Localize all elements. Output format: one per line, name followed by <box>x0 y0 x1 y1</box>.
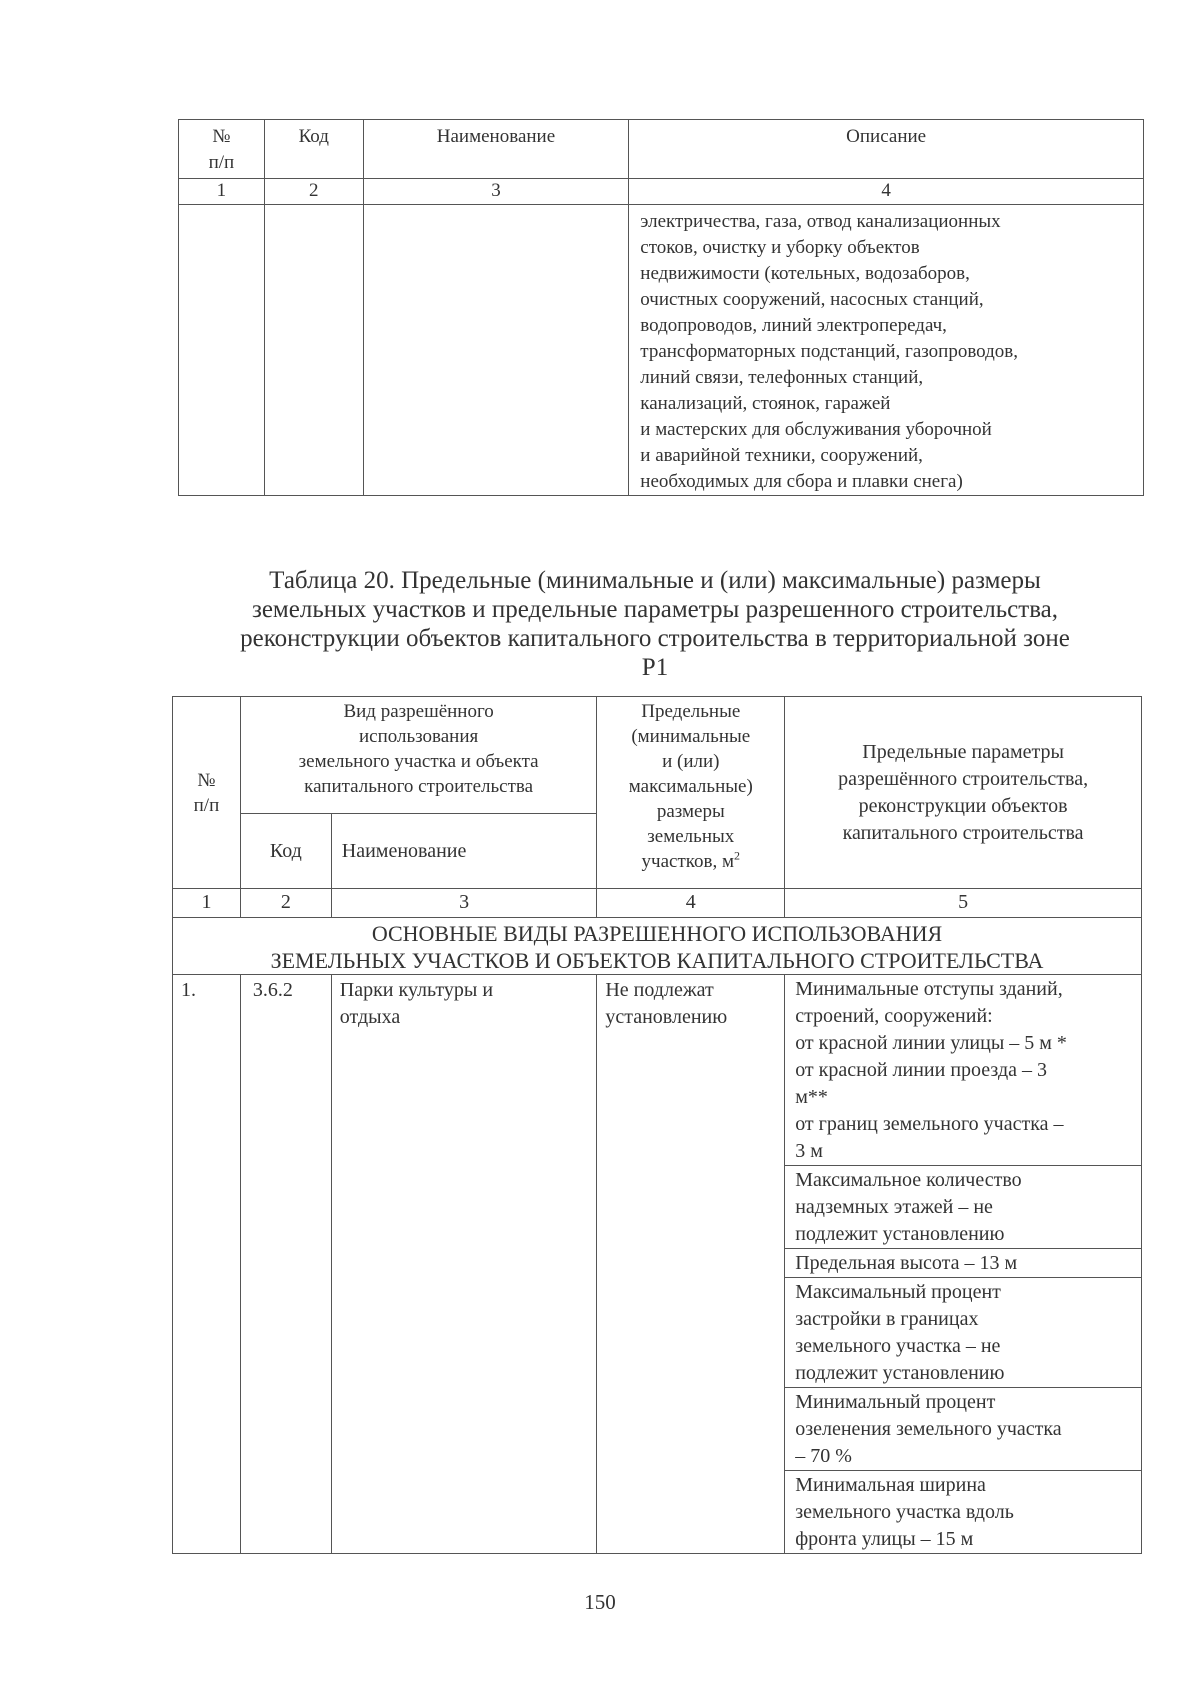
header-plot-sizes-text: Предельные (минимальные и (или) максимальные) размеры земельных участков, м <box>628 701 753 872</box>
param-greening <box>785 1388 1142 1471</box>
caption-line: реконструкции объектов капитального строительства в территориальной зоне <box>240 625 1070 652</box>
continuation-table <box>178 119 1144 496</box>
col-number: 2 <box>264 179 363 205</box>
description-line: стоков, очистку и уборку объектов <box>640 237 920 258</box>
header-num: № п/п <box>179 120 265 179</box>
header-permitted-use: Вид разрешённого использования земельного участка и объекта капитального строительства <box>240 697 596 814</box>
description-line: трансформаторных подстанций, газопроводов, <box>640 341 1019 362</box>
param-line: подлежит установлению <box>795 1362 1005 1384</box>
param-line: строений, сооружений: <box>795 1005 993 1027</box>
param-frontage-width <box>785 1471 1142 1554</box>
header-plot-sizes <box>597 697 785 889</box>
caption-line: Таблица 20. Предельные (минимальные и (или) максимальные) размеры <box>269 567 1041 594</box>
column-number-row <box>179 179 1144 205</box>
table-row <box>179 205 1144 496</box>
row-code: 3.6.2 <box>240 975 331 1554</box>
header-name: Наименование <box>363 120 629 179</box>
col-number: 1 <box>173 889 241 918</box>
zone-parameters-table <box>172 696 1142 1554</box>
description-line: очистных сооружений, насосных станций, <box>640 289 984 310</box>
header-description: Описание <box>629 120 1144 179</box>
column-number-row <box>173 889 1142 918</box>
param-line: земельного участка вдоль <box>795 1501 1014 1523</box>
description-line: канализаций, стоянок, гаражей <box>640 393 891 414</box>
param-line: земельного участка – не <box>795 1335 1001 1357</box>
col-number: 3 <box>363 179 629 205</box>
param-line: – 70 % <box>795 1445 852 1467</box>
param-line: надземных этажей – не <box>795 1196 993 1218</box>
header-name: Наименование <box>331 814 597 889</box>
empty-cell <box>179 205 265 496</box>
param-line: от красной линии проезда – 3 <box>795 1059 1047 1081</box>
param-line: от красной линии улицы – 5 м * <box>795 1032 1067 1054</box>
col-number: 4 <box>629 179 1144 205</box>
param-line: Максимальное количество <box>795 1169 1022 1191</box>
param-setbacks <box>785 975 1142 1166</box>
table-header-row <box>173 697 1142 814</box>
description-cell <box>629 205 1144 496</box>
param-building-coverage <box>785 1278 1142 1388</box>
caption-line: земельных участков и предельные параметры разрешенного строительства, <box>251 596 1059 623</box>
header-code: Код <box>240 814 331 889</box>
description-line: линий связи, телефонных станций, <box>640 367 924 388</box>
col-number: 4 <box>597 889 785 918</box>
col-number: 2 <box>240 889 331 918</box>
row-number: 1. <box>173 975 241 1554</box>
param-line: подлежит установлению <box>795 1223 1005 1245</box>
description-line: водопроводов, линий электропередач, <box>640 315 947 336</box>
caption-zone-code: Р1 <box>641 654 669 681</box>
param-line: 3 м <box>795 1140 823 1162</box>
description-line: необходимых для сбора и плавки снега) <box>640 471 963 492</box>
header-num: № п/п <box>173 697 241 889</box>
table-caption <box>160 566 1150 682</box>
param-floors <box>785 1166 1142 1249</box>
param-line: от границ земельного участка – <box>795 1113 1064 1135</box>
param-line: Минимальная ширина <box>795 1474 986 1496</box>
param-line: Минимальные отступы зданий, <box>795 978 1063 1000</box>
param-line: Минимальный процент <box>795 1391 996 1413</box>
col-number: 3 <box>331 889 597 918</box>
description-line: электричества, газа, отвод канализационных <box>640 211 1001 232</box>
header-construction-params: Предельные параметры разрешённого строительства, реконструкции объектов капитального строительства <box>785 697 1142 889</box>
param-line: застройки в границах <box>795 1308 979 1330</box>
row-name: Парки культуры и отдыха <box>331 975 597 1554</box>
col-number: 1 <box>179 179 265 205</box>
description-line: и аварийной техники, сооружений, <box>640 445 923 466</box>
param-line: Максимальный процент <box>795 1281 1001 1303</box>
table-header-row <box>179 120 1144 179</box>
table-row <box>173 975 1142 1166</box>
empty-cell <box>264 205 363 496</box>
param-height <box>785 1249 1142 1278</box>
empty-cell <box>363 205 629 496</box>
param-line: озеленения земельного участка <box>795 1418 1062 1440</box>
section-row <box>173 918 1142 975</box>
description-line: и мастерских для обслуживания уборочной <box>640 419 992 440</box>
param-line: Предельная высота – 13 м <box>795 1252 1018 1274</box>
header-code: Код <box>264 120 363 179</box>
param-line: фронта улицы – 15 м <box>795 1528 974 1550</box>
section-title: ОСНОВНЫЕ ВИДЫ РАЗРЕШЕННОГО ИСПОЛЬЗОВАНИЯ ЗЕМЕЛЬНЫХ УЧАСТКОВ И ОБЪЕКТОВ КАПИТАЛЬНОГО СТРОИТЕЛЬСТВА <box>173 918 1142 975</box>
page-number: 150 <box>584 1590 616 1614</box>
col-number: 5 <box>785 889 1142 918</box>
param-line: м** <box>795 1086 828 1108</box>
row-plot-sizes: Не подлежат установлению <box>597 975 785 1554</box>
superscript-two: 2 <box>734 848 741 863</box>
description-line: недвижимости (котельных, водозаборов, <box>640 263 970 284</box>
